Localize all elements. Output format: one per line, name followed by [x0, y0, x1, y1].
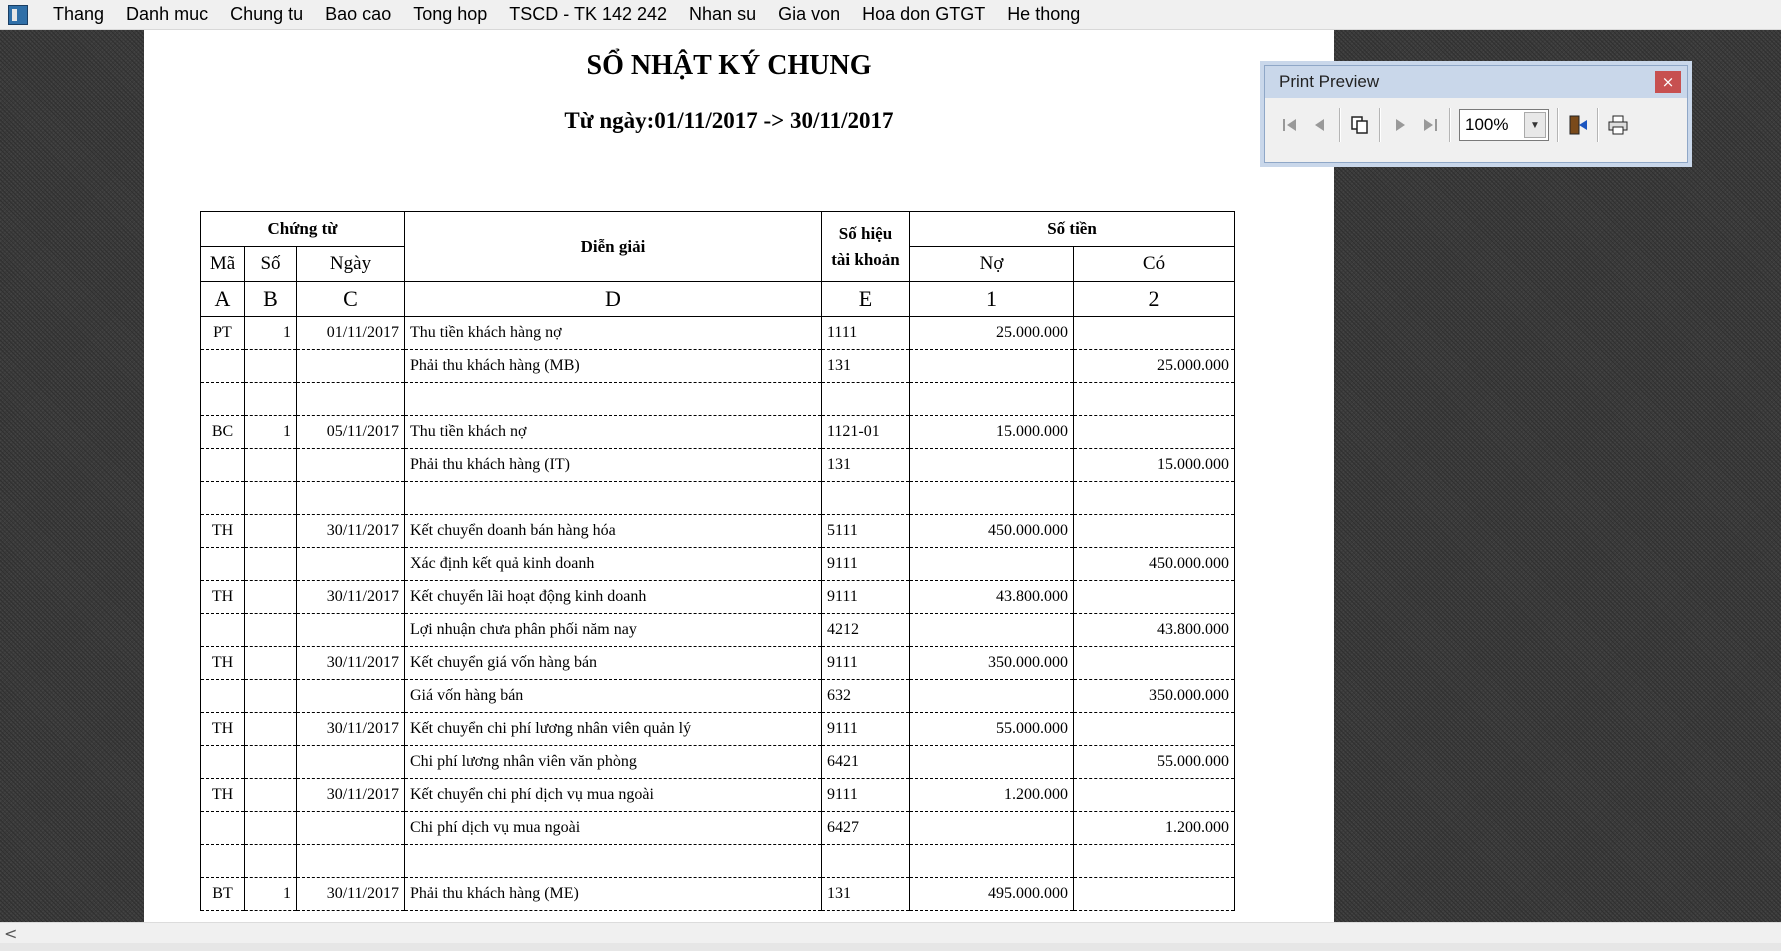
cell-dien-giai: Kết chuyển giá vốn hàng bán	[405, 647, 822, 680]
cell-so	[245, 680, 297, 713]
cell-ma: PT	[201, 317, 245, 350]
cell-no	[910, 680, 1074, 713]
menu-hoa-don-gtgt[interactable]: Hoa don GTGT	[862, 4, 986, 24]
header-dien-giai: Diễn giải	[405, 212, 822, 282]
header-chung-tu: Chứng từ	[201, 212, 405, 247]
cell-ma	[201, 845, 245, 878]
cell-ngay	[297, 350, 405, 383]
cell-tai-khoan: 9111	[822, 779, 910, 812]
cell-ngay: 30/11/2017	[297, 515, 405, 548]
cell-tai-khoan: 131	[822, 350, 910, 383]
cell-ngay	[297, 680, 405, 713]
cell-co: 55.000.000	[1074, 746, 1235, 779]
column-letter-row	[201, 282, 1235, 317]
cell-ma	[201, 548, 245, 581]
cell-co	[1074, 515, 1235, 548]
cell-co	[1074, 383, 1235, 416]
table-row	[201, 350, 1235, 383]
cell-ma: TH	[201, 581, 245, 614]
cell-dien-giai: Chi phí dịch vụ mua ngoài	[405, 812, 822, 845]
cell-dien-giai: Kết chuyển lãi hoạt động kinh doanh	[405, 581, 822, 614]
cell-tai-khoan: 4212	[822, 614, 910, 647]
prev-page-icon[interactable]	[1305, 108, 1335, 142]
cell-so	[245, 812, 297, 845]
next-page-icon[interactable]	[1385, 108, 1415, 142]
printer-icon[interactable]	[1603, 108, 1633, 142]
cell-tai-khoan: 131	[822, 878, 910, 911]
cell-dien-giai: Thu tiền khách hàng nợ	[405, 317, 822, 350]
toolbar-separator	[1597, 108, 1599, 142]
header-so-hieu-tk	[822, 212, 910, 282]
zoom-select[interactable]	[1459, 109, 1549, 141]
table-row	[201, 416, 1235, 449]
cell-ngay	[297, 482, 405, 515]
print-preview-title: Print Preview	[1279, 72, 1380, 91]
cell-no	[910, 383, 1074, 416]
cell-tai-khoan	[822, 383, 910, 416]
cell-dien-giai: Kết chuyển chi phí lương nhân viên quản lý	[405, 713, 822, 746]
cell-no	[910, 746, 1074, 779]
cell-ma: TH	[201, 647, 245, 680]
cell-so	[245, 647, 297, 680]
cell-ngay	[297, 449, 405, 482]
cell-ngay: 01/11/2017	[297, 317, 405, 350]
table-row	[201, 449, 1235, 482]
cell-so	[245, 713, 297, 746]
cell-tai-khoan: 9111	[822, 647, 910, 680]
cell-ngay: 30/11/2017	[297, 878, 405, 911]
header-so: Số	[245, 247, 297, 282]
header-ngay: Ngày	[297, 247, 405, 282]
multi-page-icon[interactable]	[1345, 108, 1375, 142]
preview-area[interactable]	[0, 30, 1781, 922]
table-row	[201, 317, 1235, 350]
chevron-down-icon[interactable]: ▼	[1524, 112, 1546, 138]
cell-co	[1074, 845, 1235, 878]
cell-co	[1074, 581, 1235, 614]
cell-dien-giai: Phải thu khách hàng (MB)	[405, 350, 822, 383]
cell-ma	[201, 680, 245, 713]
cell-co	[1074, 317, 1235, 350]
zoom-value: 100%	[1465, 115, 1509, 134]
cell-ngay: 30/11/2017	[297, 581, 405, 614]
cell-no: 25.000.000	[910, 317, 1074, 350]
letter-e: E	[822, 282, 910, 317]
cell-tai-khoan	[822, 482, 910, 515]
cell-so: 1	[245, 416, 297, 449]
print-preview-titlebar[interactable]	[1265, 66, 1687, 98]
cell-so	[245, 449, 297, 482]
cell-no	[910, 812, 1074, 845]
cell-ngay: 30/11/2017	[297, 779, 405, 812]
cell-dien-giai: Thu tiền khách nợ	[405, 416, 822, 449]
cell-tai-khoan	[822, 845, 910, 878]
cell-dien-giai: Phải thu khách hàng (ME)	[405, 878, 822, 911]
cell-no: 55.000.000	[910, 713, 1074, 746]
cell-ma	[201, 482, 245, 515]
header-so-hieu-line1: Số hiệu	[838, 223, 893, 243]
first-page-icon[interactable]	[1275, 108, 1305, 142]
cell-so	[245, 614, 297, 647]
cell-so	[245, 581, 297, 614]
cell-dien-giai: Kết chuyển chi phí dịch vụ mua ngoài	[405, 779, 822, 812]
letter-c: C	[297, 282, 405, 317]
header-co: Có	[1074, 247, 1235, 282]
menu-thang[interactable]: Thang	[53, 4, 105, 24]
cell-no: 495.000.000	[910, 878, 1074, 911]
cell-dien-giai	[405, 482, 822, 515]
cell-ngay: 30/11/2017	[297, 647, 405, 680]
table-row	[201, 812, 1235, 845]
cell-ma: BC	[201, 416, 245, 449]
cell-co	[1074, 878, 1235, 911]
cell-co: 43.800.000	[1074, 614, 1235, 647]
header-ma: Mã	[201, 247, 245, 282]
cell-no	[910, 449, 1074, 482]
cell-dien-giai: Xác định kết quả kinh doanh	[405, 548, 822, 581]
table-row	[201, 878, 1235, 911]
cell-co	[1074, 647, 1235, 680]
cell-dien-giai: Giá vốn hàng bán	[405, 680, 822, 713]
cell-co	[1074, 416, 1235, 449]
menu-nhan-su[interactable]: Nhan su	[689, 4, 757, 24]
cell-no	[910, 548, 1074, 581]
report-date-range: Từ ngày:01/11/2017 -> 30/11/2017	[564, 108, 894, 133]
cell-co: 1.200.000	[1074, 812, 1235, 845]
table-row	[201, 581, 1235, 614]
cell-dien-giai: Kết chuyển doanh bán hàng hóa	[405, 515, 822, 548]
cell-dien-giai	[405, 383, 822, 416]
close-button[interactable]: ×	[1655, 71, 1681, 93]
cell-no	[910, 614, 1074, 647]
print-preview-tools	[1265, 98, 1687, 152]
toolbar-separator	[1449, 108, 1451, 142]
journal-body	[201, 317, 1235, 911]
cell-dien-giai: Chi phí lương nhân viên văn phòng	[405, 746, 822, 779]
letter-b: B	[245, 282, 297, 317]
cell-ngay	[297, 845, 405, 878]
letter-1: 1	[910, 282, 1074, 317]
cell-so: 1	[245, 317, 297, 350]
table-row	[201, 548, 1235, 581]
letter-2: 2	[1074, 282, 1235, 317]
cell-ma	[201, 383, 245, 416]
app-icon[interactable]	[8, 5, 28, 25]
cell-no: 1.200.000	[910, 779, 1074, 812]
cell-so	[245, 482, 297, 515]
cell-ngay: 05/11/2017	[297, 416, 405, 449]
cell-so	[245, 548, 297, 581]
cell-no: 450.000.000	[910, 515, 1074, 548]
cell-ngay	[297, 548, 405, 581]
print-preview-toolbar-window[interactable]	[1264, 65, 1688, 163]
cell-ma: TH	[201, 713, 245, 746]
table-row	[201, 482, 1235, 515]
menu-bao-cao[interactable]: Bao cao	[325, 4, 392, 24]
cell-ngay: 30/11/2017	[297, 713, 405, 746]
cell-ma: BT	[201, 878, 245, 911]
cell-so: 1	[245, 878, 297, 911]
cell-ma	[201, 614, 245, 647]
cell-no: 350.000.000	[910, 647, 1074, 680]
header-so-tien: Số tiền	[910, 212, 1235, 247]
cell-ngay	[297, 746, 405, 779]
cell-ma	[201, 812, 245, 845]
cell-so	[245, 845, 297, 878]
cell-tai-khoan: 6427	[822, 812, 910, 845]
cell-co: 350.000.000	[1074, 680, 1235, 713]
menu-bar	[0, 0, 1781, 30]
toolbar-separator	[1557, 108, 1559, 142]
cell-co	[1074, 482, 1235, 515]
cell-co: 15.000.000	[1074, 449, 1235, 482]
cell-no: 15.000.000	[910, 416, 1074, 449]
journal-table	[200, 211, 1235, 911]
cell-co	[1074, 713, 1235, 746]
cell-ma	[201, 350, 245, 383]
table-row	[201, 383, 1235, 416]
scroll-left-icon[interactable]: <	[4, 924, 18, 943]
cell-tai-khoan: 1111	[822, 317, 910, 350]
table-row	[201, 713, 1235, 746]
menu-tong-hop[interactable]: Tong hop	[413, 4, 488, 24]
table-row	[201, 614, 1235, 647]
letter-a: A	[201, 282, 245, 317]
cell-ngay	[297, 614, 405, 647]
cell-no	[910, 845, 1074, 878]
toolbar-separator	[1379, 108, 1381, 142]
cell-co	[1074, 779, 1235, 812]
cell-dien-giai	[405, 845, 822, 878]
cell-ma	[201, 449, 245, 482]
cell-so	[245, 383, 297, 416]
cell-tai-khoan: 131	[822, 449, 910, 482]
status-strip	[0, 943, 1781, 951]
report-page	[144, 30, 1334, 922]
horizontal-scrollbar[interactable]	[0, 922, 1781, 944]
header-so-hieu-line2: tài khoản	[831, 249, 900, 269]
cell-tai-khoan: 9111	[822, 548, 910, 581]
header-no: Nợ	[910, 247, 1074, 282]
cell-so	[245, 779, 297, 812]
cell-ngay	[297, 383, 405, 416]
table-row	[201, 845, 1235, 878]
last-page-icon[interactable]	[1415, 108, 1445, 142]
cell-tai-khoan: 5111	[822, 515, 910, 548]
menu-danh-muc[interactable]: Danh muc	[126, 4, 209, 24]
cell-co: 25.000.000	[1074, 350, 1235, 383]
menu-chung-tu[interactable]: Chung tu	[230, 4, 304, 24]
cell-tai-khoan: 1121-01	[822, 416, 910, 449]
cell-no: 43.800.000	[910, 581, 1074, 614]
cell-so	[245, 515, 297, 548]
letter-d: D	[405, 282, 822, 317]
menu-gia-von[interactable]: Gia von	[778, 4, 841, 24]
table-row	[201, 647, 1235, 680]
table-row	[201, 680, 1235, 713]
table-row	[201, 515, 1235, 548]
cell-ngay	[297, 812, 405, 845]
cell-no	[910, 350, 1074, 383]
menu-tscd[interactable]: TSCD - TK 142 242	[509, 4, 668, 24]
cell-tai-khoan: 6421	[822, 746, 910, 779]
cell-ma: TH	[201, 779, 245, 812]
cell-tai-khoan: 632	[822, 680, 910, 713]
cell-no	[910, 482, 1074, 515]
menu-he-thong[interactable]: He thong	[1007, 4, 1081, 24]
cell-co: 450.000.000	[1074, 548, 1235, 581]
cell-dien-giai: Lợi nhuận chưa phân phối năm nay	[405, 614, 822, 647]
cell-ma	[201, 746, 245, 779]
cell-tai-khoan: 9111	[822, 713, 910, 746]
cell-so	[245, 746, 297, 779]
cell-tai-khoan: 9111	[822, 581, 910, 614]
cell-dien-giai: Phải thu khách hàng (IT)	[405, 449, 822, 482]
report-title: SỔ NHẬT KÝ CHUNG	[586, 50, 872, 81]
toolbar-separator	[1339, 108, 1341, 142]
cell-so	[245, 350, 297, 383]
table-row	[201, 746, 1235, 779]
exit-icon[interactable]	[1563, 108, 1593, 142]
table-row	[201, 779, 1235, 812]
cell-ma: TH	[201, 515, 245, 548]
